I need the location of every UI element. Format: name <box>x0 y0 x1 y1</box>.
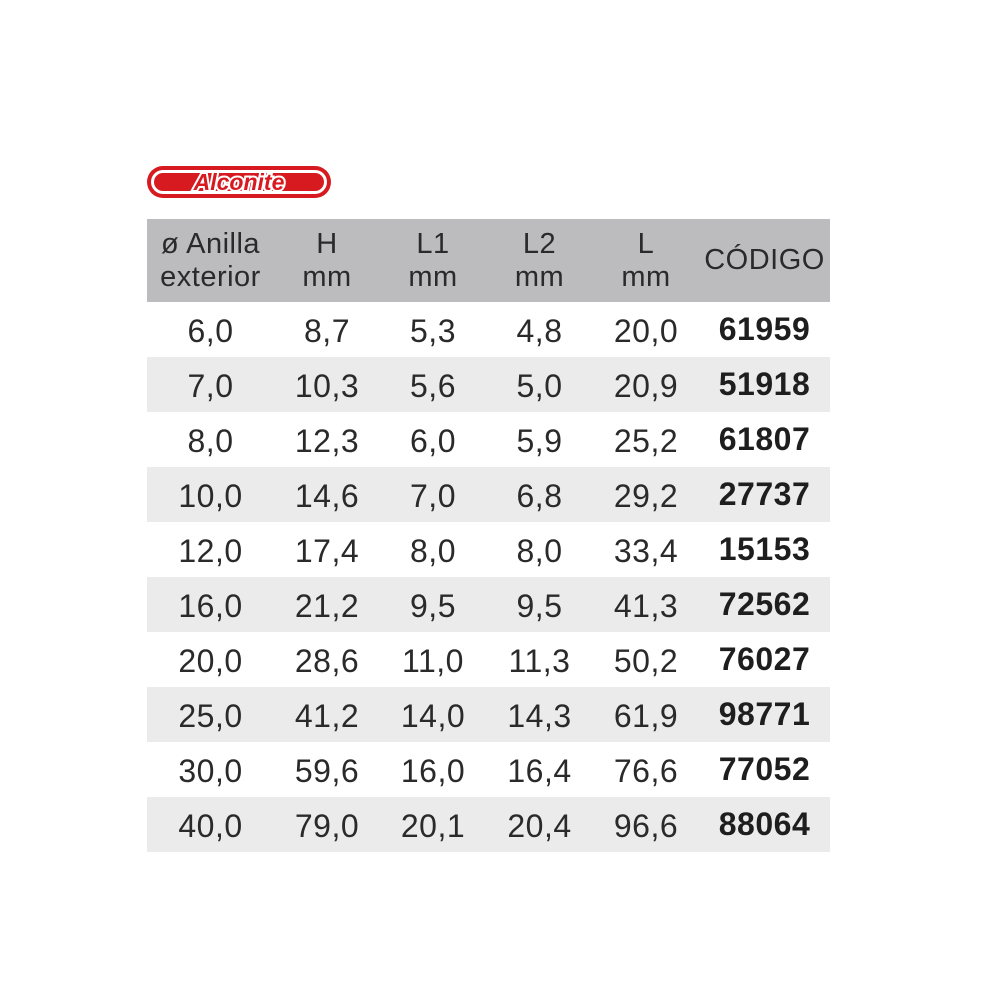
cell-l2: 20,4 <box>507 808 572 844</box>
cell-anilla: 30,0 <box>178 753 243 789</box>
cell-l2: 4,8 <box>516 313 563 349</box>
header-l-line2: mm <box>621 260 671 293</box>
table-row <box>147 687 830 742</box>
cell-h: 28,6 <box>294 643 360 679</box>
cell-l1: 9,5 <box>410 588 456 624</box>
logo-text: Alconite <box>193 169 285 195</box>
table-row <box>147 522 830 577</box>
header-l-line1: L <box>637 227 655 260</box>
cell-l1: 14,0 <box>400 698 466 734</box>
cell-l1: 8,0 <box>410 533 456 569</box>
header-anilla-line1: ø Anilla <box>160 227 261 260</box>
cell-l2: 16,4 <box>507 753 572 789</box>
cell-h: 59,6 <box>294 753 360 789</box>
header-h-line1: H <box>316 227 338 260</box>
cell-codigo: 15153 <box>718 531 811 567</box>
cell-h: 12,3 <box>294 423 360 459</box>
cell-l2: 11,3 <box>508 643 571 679</box>
cell-codigo: 51918 <box>718 366 811 402</box>
cell-anilla: 6,0 <box>187 313 234 349</box>
cell-l: 96,6 <box>613 808 679 844</box>
table-body <box>147 302 830 852</box>
cell-h: 21,2 <box>294 588 360 624</box>
cell-h: 8,7 <box>304 313 350 349</box>
header-anilla-line2: exterior <box>160 260 261 293</box>
cell-l1: 5,6 <box>410 368 456 404</box>
cell-l1: 7,0 <box>410 478 456 514</box>
cell-l2: 8,0 <box>516 533 563 569</box>
header-h-line2: mm <box>302 260 352 293</box>
product-table <box>147 219 830 852</box>
table-row <box>147 467 830 522</box>
cell-anilla: 20,0 <box>178 643 243 679</box>
cell-anilla: 16,0 <box>178 588 243 624</box>
cell-h: 79,0 <box>294 808 360 844</box>
table-row <box>147 357 830 412</box>
cell-l: 25,2 <box>613 423 679 459</box>
cell-codigo: 61959 <box>718 311 811 347</box>
cell-l1: 5,3 <box>410 313 456 349</box>
header-codigo <box>699 219 830 302</box>
table-row <box>147 742 830 797</box>
header-l1-line1: L1 <box>416 227 450 260</box>
header-l1 <box>380 219 486 302</box>
cell-l2: 9,5 <box>516 588 563 624</box>
cell-l2: 6,8 <box>516 478 563 514</box>
header-anilla <box>147 219 274 302</box>
table-row <box>147 302 830 357</box>
cell-codigo: 72562 <box>718 586 811 622</box>
header-h <box>274 219 380 302</box>
cell-l2: 14,3 <box>507 698 572 734</box>
cell-anilla: 40,0 <box>178 808 243 844</box>
cell-l1: 6,0 <box>410 423 456 459</box>
cell-l2: 5,9 <box>516 423 563 459</box>
table-row <box>147 797 830 852</box>
cell-codigo: 61807 <box>718 421 811 457</box>
cell-l: 41,3 <box>613 588 679 624</box>
cell-l1: 20,1 <box>400 808 466 844</box>
cell-anilla: 25,0 <box>178 698 243 734</box>
cell-l: 76,6 <box>613 753 679 789</box>
cell-l2: 5,0 <box>516 368 563 404</box>
cell-codigo: 88064 <box>718 806 811 842</box>
header-l1-line2: mm <box>408 260 458 293</box>
cell-codigo: 98771 <box>718 696 811 732</box>
cell-codigo: 27737 <box>718 476 811 512</box>
cell-h: 41,2 <box>294 698 360 734</box>
cell-l: 29,2 <box>613 478 679 514</box>
header-l2-line1: L2 <box>522 227 557 260</box>
table-row <box>147 632 830 687</box>
cell-l: 50,2 <box>613 643 679 679</box>
cell-l: 33,4 <box>613 533 679 569</box>
cell-l: 20,9 <box>613 368 679 404</box>
header-l <box>593 219 699 302</box>
table-row <box>147 412 830 467</box>
header-l2-line2: mm <box>514 260 565 293</box>
brand-logo <box>146 164 332 200</box>
header-codigo-line1: CÓDIGO <box>704 244 825 276</box>
cell-l1: 11,0 <box>402 643 464 679</box>
header-l2 <box>486 219 593 302</box>
cell-h: 17,4 <box>294 533 360 569</box>
cell-codigo: 77052 <box>718 751 811 787</box>
cell-h: 14,6 <box>294 478 360 514</box>
cell-h: 10,3 <box>294 368 360 404</box>
cell-l1: 16,0 <box>400 753 466 789</box>
cell-l: 61,9 <box>613 698 679 734</box>
table-header <box>147 219 830 302</box>
cell-anilla: 10,0 <box>178 478 243 514</box>
cell-codigo: 76027 <box>718 641 811 677</box>
cell-anilla: 8,0 <box>187 423 234 459</box>
cell-anilla: 12,0 <box>178 533 243 569</box>
cell-l: 20,0 <box>613 313 679 349</box>
alconite-logo-icon <box>146 164 332 200</box>
cell-anilla: 7,0 <box>187 368 234 404</box>
table-row <box>147 577 830 632</box>
